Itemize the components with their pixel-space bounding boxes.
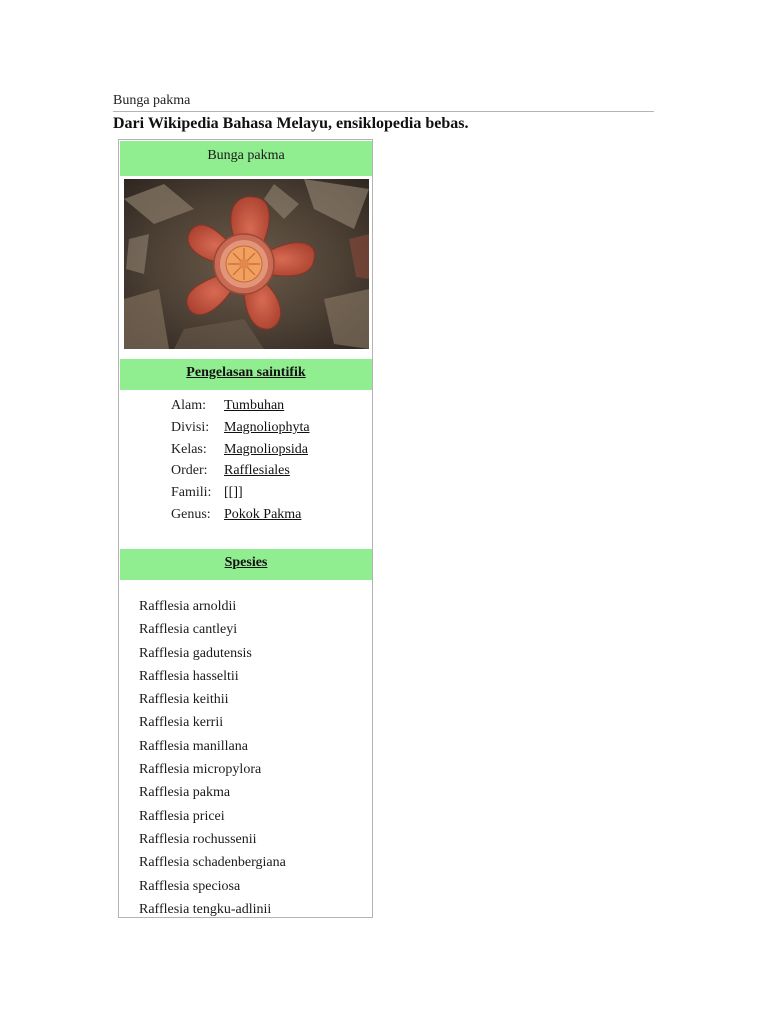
- species-item: Rafflesia keithii: [139, 692, 229, 708]
- infobox: [118, 139, 373, 918]
- species-item: Rafflesia pricei: [139, 808, 225, 824]
- scientific-classification-header: [120, 359, 372, 390]
- taxonomy-label: Divisi:: [171, 419, 210, 435]
- flower-image: [124, 179, 369, 349]
- taxonomy-link-genus[interactable]: Pokok Pakma: [224, 506, 302, 522]
- taxonomy-row-class: [171, 439, 310, 461]
- species-list: [139, 595, 286, 921]
- infobox-title: Bunga pakma: [120, 141, 372, 176]
- taxonomy-row-kingdom: [171, 395, 310, 417]
- rafflesia-photo[interactable]: [124, 179, 369, 349]
- taxonomy-link-class[interactable]: Magnoliopsida: [224, 441, 308, 457]
- species-item: Rafflesia rochussenii: [139, 831, 257, 847]
- taxonomy-link-kingdom[interactable]: Tumbuhan: [224, 398, 285, 413]
- species-header: [120, 549, 372, 580]
- taxonomy-value-family: [[]]: [224, 485, 243, 501]
- taxonomy-row-genus: [171, 504, 310, 526]
- species-item: Rafflesia schadenbergiana: [139, 855, 286, 871]
- divider: [113, 111, 654, 112]
- taxonomy-label: Genus:: [171, 506, 211, 522]
- taxonomy-label: Alam:: [171, 398, 206, 413]
- species-link[interactable]: Spesies: [224, 555, 268, 570]
- taxonomy-row-division: [171, 417, 310, 439]
- species-item: Rafflesia tengku-adlinii: [139, 901, 272, 917]
- taxonomy-row-family: [171, 482, 310, 504]
- species-item: Rafflesia gadutensis: [139, 645, 252, 661]
- species-item: Rafflesia kerrii: [139, 715, 224, 731]
- taxonomy-label: Kelas:: [171, 441, 207, 457]
- species-item: Rafflesia hasseltii: [139, 668, 239, 684]
- page-label: Bunga pakma: [113, 93, 191, 108]
- species-item: Rafflesia arnoldii: [139, 599, 237, 614]
- species-item: Rafflesia micropylora: [139, 762, 262, 778]
- species-item: Rafflesia pakma: [139, 785, 231, 801]
- species-item: Rafflesia speciosa: [139, 878, 241, 894]
- scientific-classification-link[interactable]: Pengelasan saintifik: [186, 365, 306, 380]
- page-subtitle: Dari Wikipedia Bahasa Melayu, ensiklopedia bebas.: [113, 115, 469, 132]
- species-item: Rafflesia cantleyi: [139, 622, 238, 638]
- taxonomy-label: Order:: [171, 463, 208, 479]
- taxonomy-link-order[interactable]: Rafflesiales: [224, 463, 290, 479]
- taxonomy-link-division[interactable]: Magnoliophyta: [224, 419, 310, 435]
- taxonomy-label: Famili:: [171, 485, 212, 501]
- species-item: Rafflesia manillana: [139, 738, 248, 754]
- taxonomy-row-order: [171, 460, 310, 482]
- taxonomy-table: [171, 395, 310, 526]
